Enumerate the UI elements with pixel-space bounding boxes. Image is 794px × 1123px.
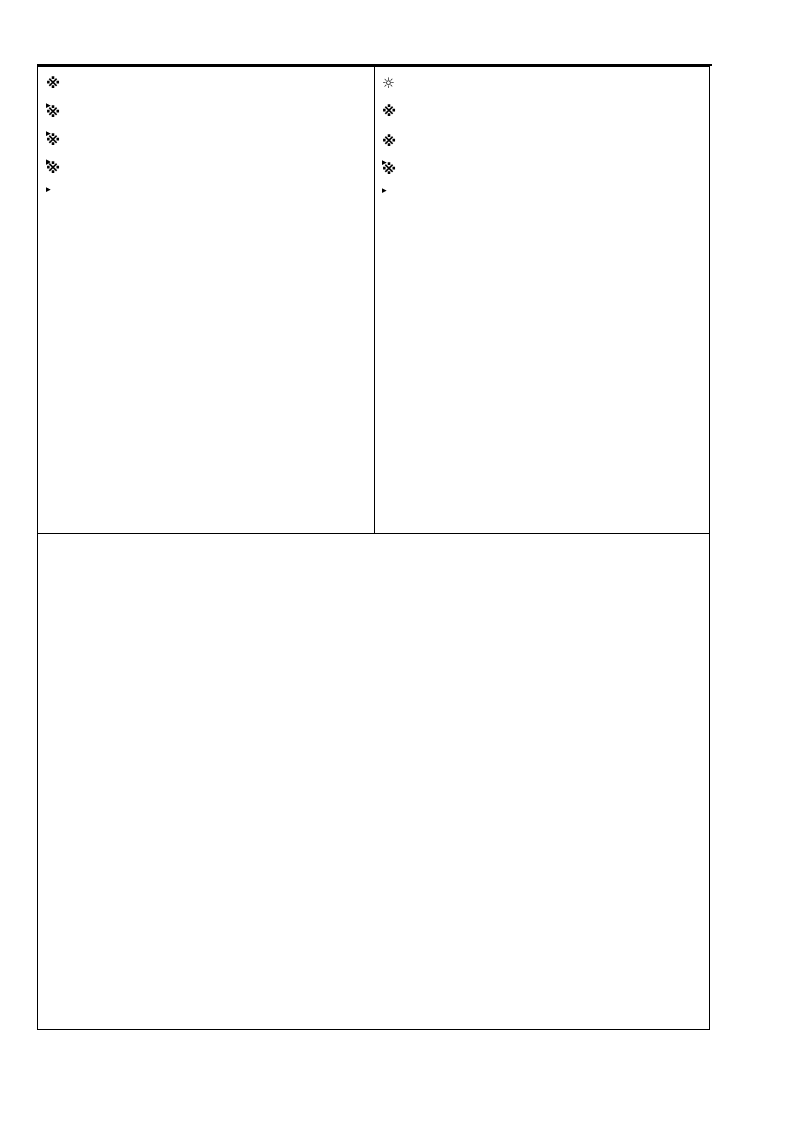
- sun-mark-icon: ☼: [382, 76, 395, 92]
- liturgical-year-diagram: [258, 866, 708, 1024]
- star-mark-icon: ※: [46, 105, 61, 121]
- star-mark-icon: ※: [46, 76, 61, 92]
- left-column: [46, 74, 368, 187]
- section-divider: [37, 533, 710, 534]
- section-title: [46, 74, 368, 95]
- group-meetings: [382, 74, 706, 94]
- column-divider: [374, 66, 375, 533]
- section-title: [382, 74, 706, 94]
- star-mark-icon: ※: [382, 104, 397, 120]
- section-title: [382, 160, 706, 180]
- cleaning-notice: [382, 102, 706, 124]
- section-title: [382, 132, 706, 152]
- confession-notice: [382, 160, 706, 180]
- star-mark-icon: ※: [382, 162, 397, 178]
- right-column: [382, 74, 706, 188]
- notice-closing-mass: [46, 131, 368, 151]
- notice-parent-retreat: [46, 103, 368, 123]
- section-title: [46, 103, 368, 123]
- notice-exam-mass: [46, 74, 368, 95]
- star-mark-icon: ※: [382, 134, 397, 150]
- section-title: [46, 159, 368, 179]
- section-title: [46, 131, 368, 151]
- notice-kindergarten: [46, 159, 368, 179]
- section-title: [382, 102, 706, 124]
- piggy-bank-notice: [382, 132, 706, 152]
- star-mark-icon: ※: [46, 161, 61, 177]
- star-mark-icon: ※: [46, 133, 61, 149]
